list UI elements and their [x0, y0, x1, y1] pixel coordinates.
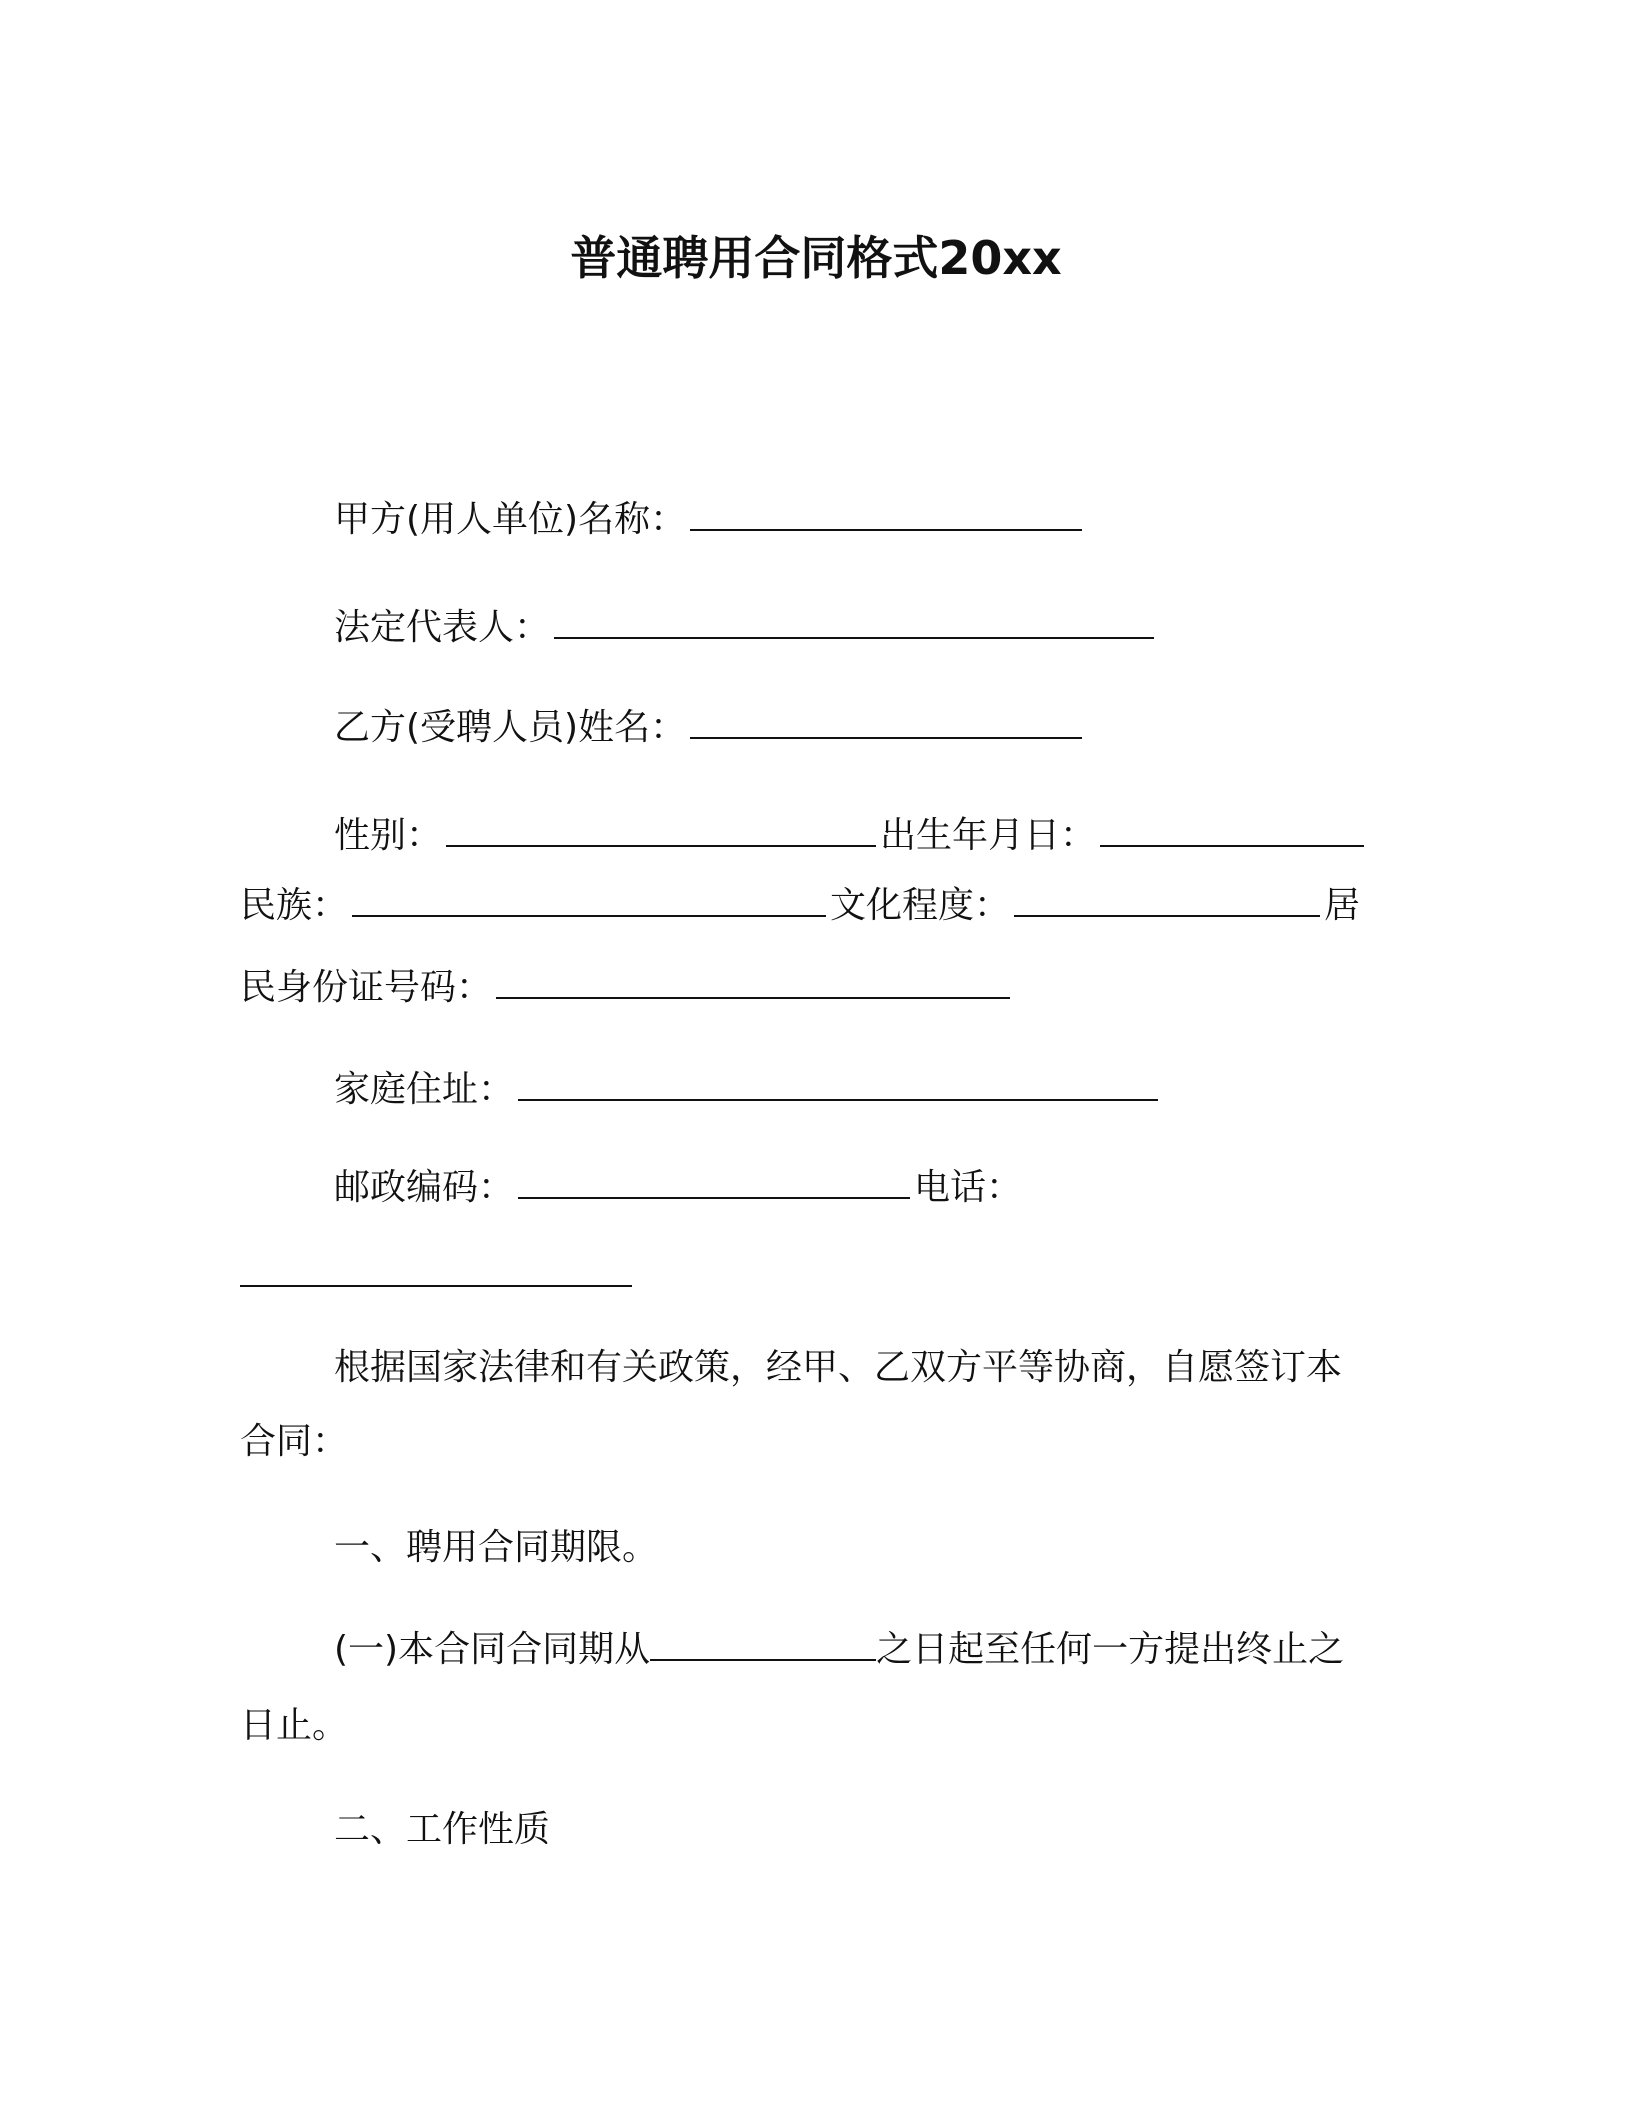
birthdate-blank[interactable] [1100, 815, 1364, 847]
id-blank[interactable] [496, 967, 1010, 999]
document-title: 普通聘用合同格式20xx [570, 231, 1062, 285]
legal-rep-blank[interactable] [554, 607, 1154, 639]
postcode-blank[interactable] [518, 1167, 910, 1199]
education-label: 文化程度： [830, 885, 1011, 926]
legal-rep-label: 法定代表人： [334, 607, 551, 648]
party-b-label: 乙方(受聘人员)姓名： [334, 707, 687, 748]
clause-1-part2: 之日起至任何一方提出终止之 [876, 1629, 1345, 1670]
education-blank[interactable] [1014, 885, 1320, 917]
id-number-line [240, 966, 1014, 1010]
phone-label: 电话： [914, 1167, 1023, 1208]
ethnicity-education-line [240, 884, 1360, 928]
intro-line-2: 合同： [240, 1421, 349, 1462]
birthdate-label: 出生年月日： [880, 815, 1097, 856]
intro-line-1: 根据国家法律和有关政策，经甲、乙双方平等协商，自愿签订本 [334, 1347, 1343, 1388]
id-label: 民身份证号码： [240, 967, 493, 1008]
clause-1-part1: (一)本合同合同期从 [334, 1629, 651, 1670]
id-prefix: 居 [1324, 885, 1361, 926]
address-label: 家庭住址： [334, 1069, 515, 1110]
legal-rep-line [334, 606, 1158, 650]
phone-blank-line [240, 1254, 636, 1298]
ethnicity-blank[interactable] [352, 885, 826, 917]
postcode-phone-line [334, 1166, 1022, 1210]
gender-birthdate-line [334, 814, 1368, 858]
party-a-label: 甲方(用人单位)名称： [334, 499, 687, 540]
party-a-line [334, 498, 1086, 542]
postcode-label: 邮政编码： [334, 1167, 515, 1208]
clause-1-line [334, 1628, 1344, 1672]
gender-label: 性别： [334, 815, 443, 856]
ethnicity-label: 民族： [240, 885, 349, 926]
party-b-blank[interactable] [690, 707, 1082, 739]
party-b-line [334, 706, 1086, 750]
gender-blank[interactable] [446, 815, 876, 847]
phone-blank[interactable] [240, 1255, 632, 1287]
clause-1-line-2: 日止。 [240, 1705, 349, 1746]
section-1-heading: 一、聘用合同期限。 [334, 1527, 659, 1568]
address-line [334, 1068, 1162, 1112]
party-a-blank[interactable] [690, 499, 1082, 531]
section-2-heading: 二、工作性质 [334, 1809, 551, 1850]
contract-start-blank[interactable] [650, 1629, 876, 1661]
address-blank[interactable] [518, 1069, 1158, 1101]
